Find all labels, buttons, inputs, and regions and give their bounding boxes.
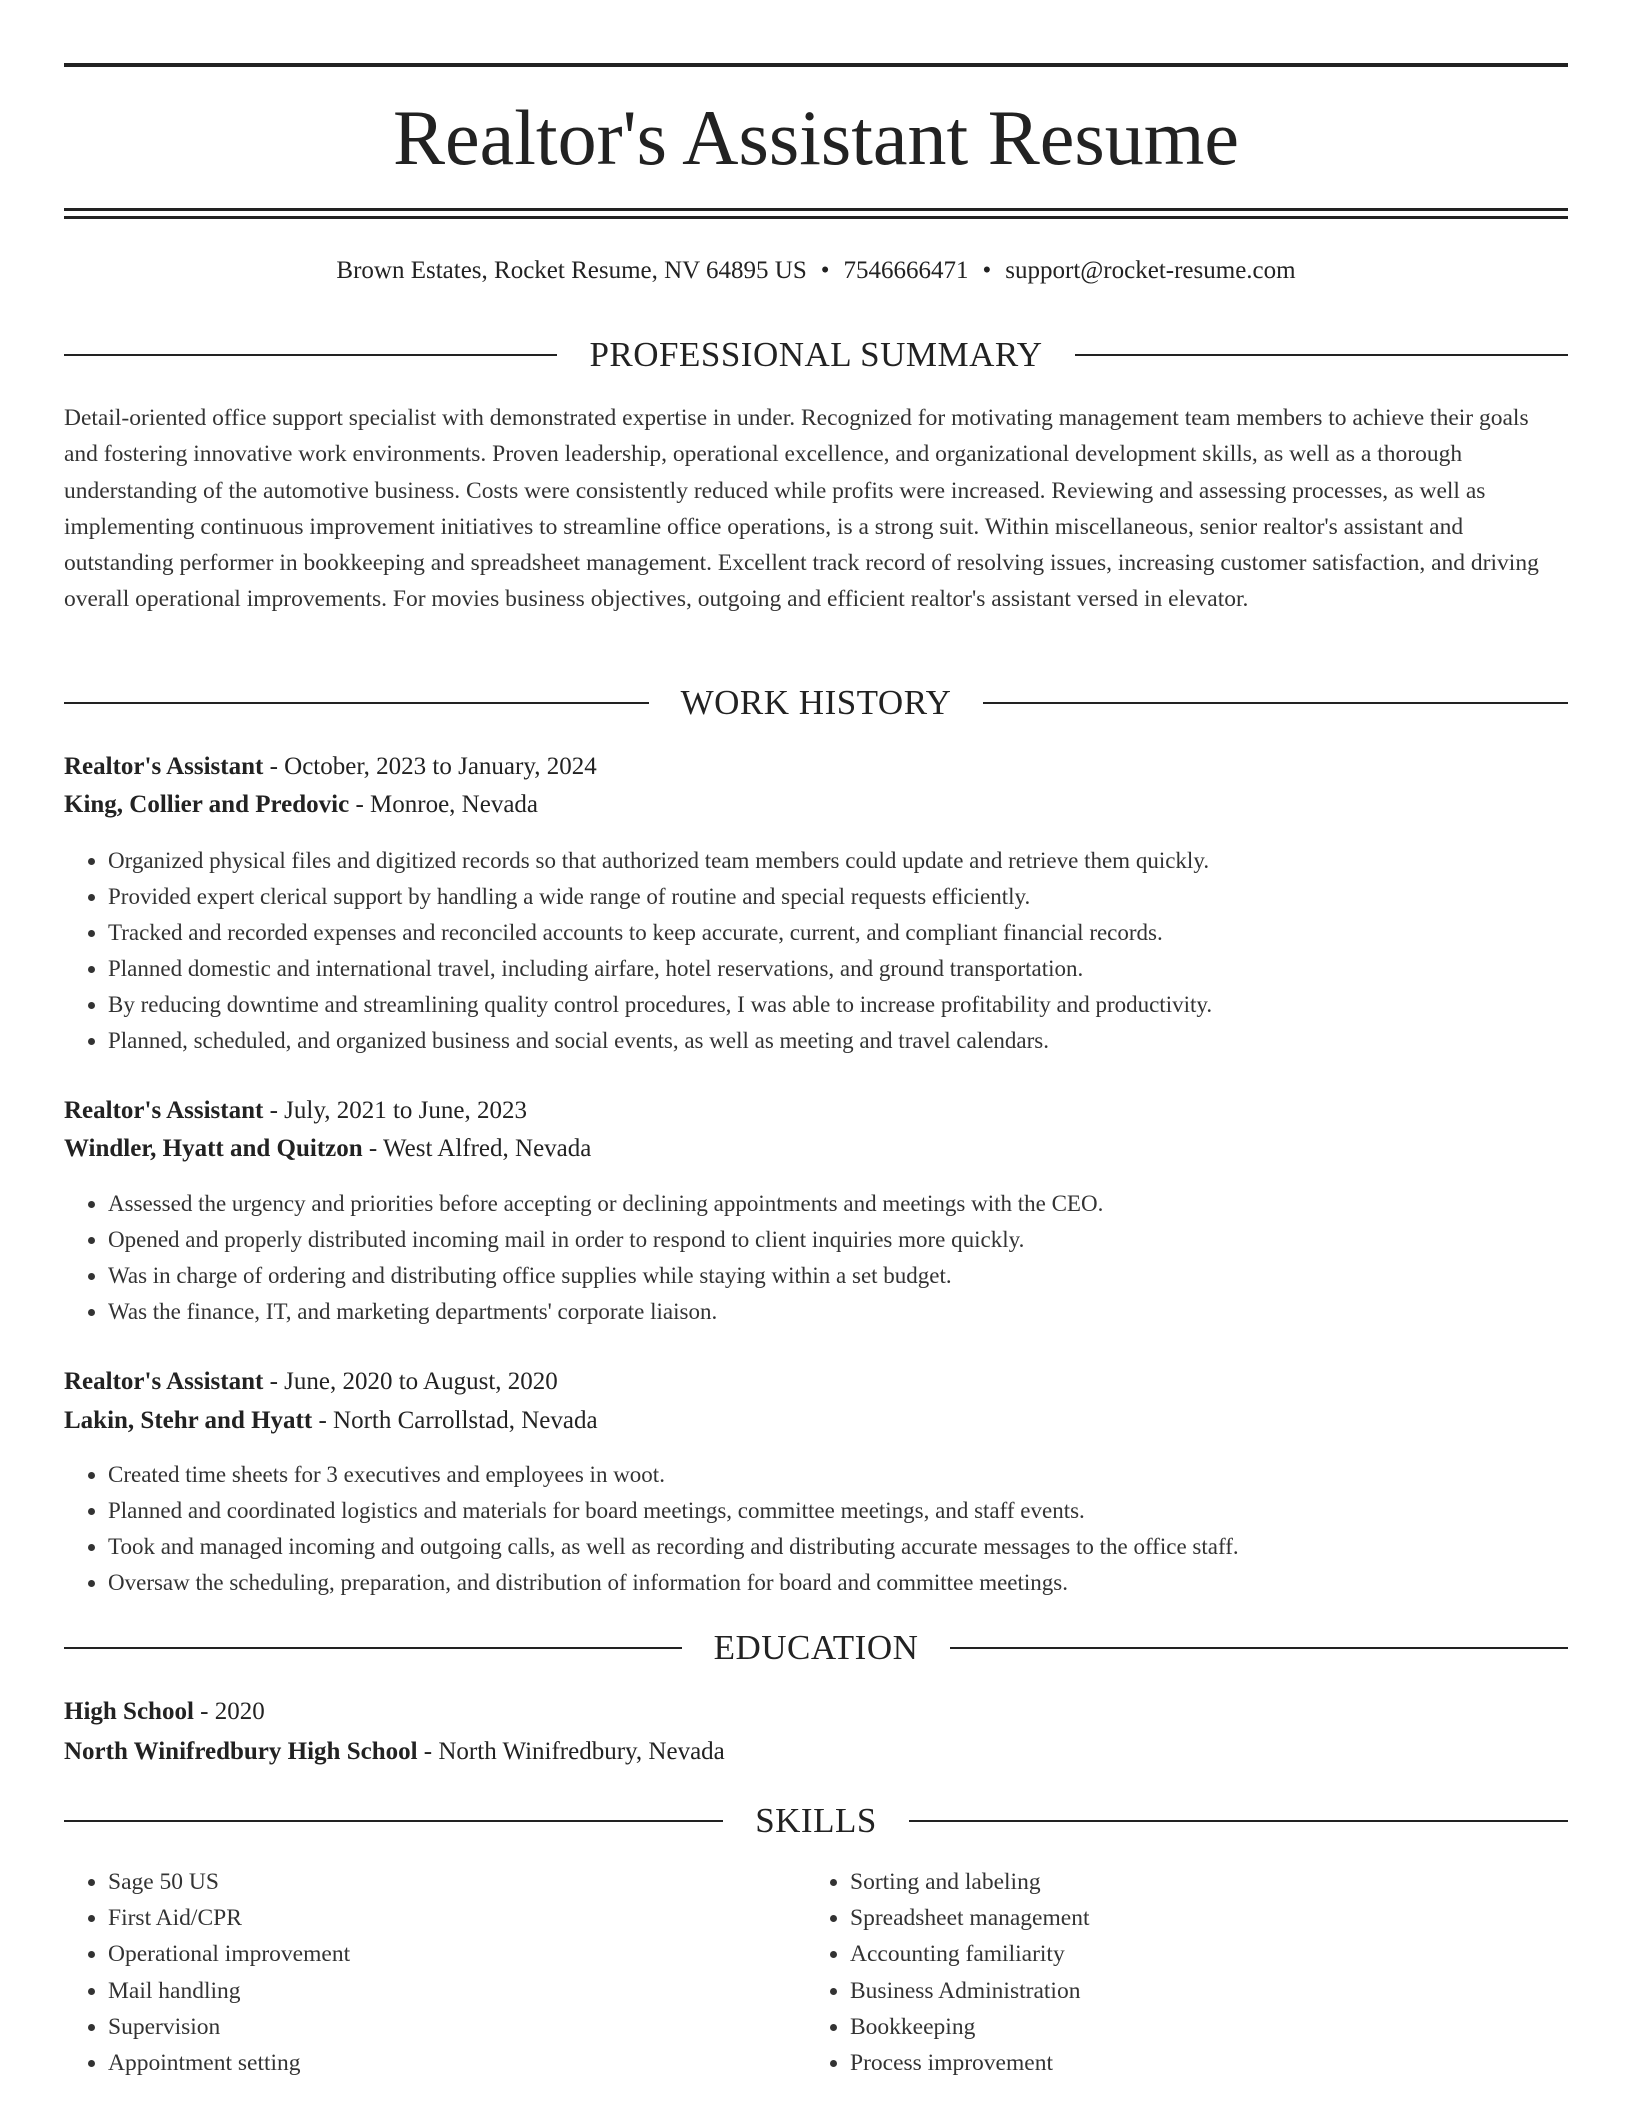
job-title: Realtor's Assistant	[64, 753, 264, 780]
list-item: • Assessed the urgency and priorities before accepting or declining appointments and meetings with the CEO.	[108, 1186, 1612, 1222]
job-location: - North Carrollstad, Nevada	[318, 1407, 598, 1434]
job-bullets	[64, 1457, 1612, 1601]
section-title: SKILLS	[755, 1801, 877, 1840]
title-rule-lower	[64, 216, 1568, 219]
section-header-summary	[64, 333, 1568, 377]
job-dates: - October, 2023 to January, 2024	[269, 753, 597, 780]
education-school: North Winifredbury High School	[64, 1738, 418, 1765]
contact-address: Brown Estates, Rocket Resume, NV 64895 US	[336, 257, 807, 284]
skill-item: • Operational improvement	[108, 1936, 808, 1972]
list-item: • Planned, scheduled, and organized business and social events, as well as meeting and travel calendars.	[108, 1023, 1612, 1059]
skill-item: • Bookkeeping	[850, 2009, 1550, 2045]
education-location: - North Winifredbury, Nevada	[423, 1738, 725, 1765]
divider-line	[64, 702, 649, 704]
contact-phone: 7546666471	[843, 257, 969, 284]
page-title: Realtor's Assistant Resume	[392, 94, 1239, 181]
list-item: • Planned and coordinated logistics and materials for board meetings, committee meetings, and staff events.	[108, 1493, 1612, 1529]
skill-item: • Spreadsheet management	[850, 1900, 1550, 1936]
divider-line	[1075, 354, 1568, 356]
title-rule-upper	[64, 208, 1568, 211]
section-header-skills	[64, 1799, 1568, 1843]
education-degree-line	[64, 1694, 1568, 1730]
divider-line	[983, 702, 1568, 704]
job-dates: - June, 2020 to August, 2020	[269, 1368, 558, 1395]
skill-item: • Mail handling	[108, 1973, 808, 2009]
job-company-line	[64, 787, 1568, 823]
divider-line	[64, 354, 557, 356]
divider-line	[64, 1820, 723, 1822]
divider-line	[64, 1647, 682, 1649]
list-item: • By reducing downtime and streamlining quality control procedures, I was able to increase profitability and productivity.	[108, 987, 1612, 1023]
list-item: • Planned domestic and international travel, including airfare, hotel reservations, and ground transportation.	[108, 951, 1612, 987]
list-item: • Opened and properly distributed incoming mail in order to respond to client inquiries more quickly.	[108, 1222, 1612, 1258]
skill-item: • Sage 50 US	[108, 1864, 808, 1900]
divider-line	[950, 1647, 1568, 1649]
summary-text: Detail-oriented office support specialist with demonstrated expertise in under. Recognized for motivating management team members to achieve their goals and fostering innovative work environments. Proven leadership, operational excellence, and organizational development skills, as well as a thorough understanding of the automotive business. Costs were consistently reduced while profits were increased. Reviewing and assessing processes, as well as implementing continuous improvement initiatives to streamline office operations, is a strong suit. Within miscellaneous, senior realtor's assistant and outstanding performer in bookkeeping and spreadsheet management. Excellent track record of resolving issues, increasing customer satisfaction, and driving overall operational improvements. For movies business objectives, outgoing and efficient realtor's assistant versed in elevator.	[64, 405, 1539, 613]
job-company: Windler, Hyatt and Quitzon	[64, 1135, 363, 1162]
list-item: • Provided expert clerical support by handling a wide range of routine and special requests efficiently.	[108, 879, 1612, 915]
skill-item: • Appointment setting	[108, 2045, 808, 2081]
list-item: • Oversaw the scheduling, preparation, and distribution of information for board and committee meetings.	[108, 1565, 1612, 1601]
job-title: Realtor's Assistant	[64, 1097, 264, 1124]
skills-list-right	[806, 1864, 1550, 2081]
education-year: - 2020	[200, 1698, 265, 1725]
bullet-separator: •	[820, 257, 830, 284]
job-bullets	[64, 843, 1612, 1059]
contact-line	[64, 254, 1568, 288]
job-company: King, Collier and Predovic	[64, 791, 350, 818]
job-location: - Monroe, Nevada	[355, 791, 539, 818]
section-title: PROFESSIONAL SUMMARY	[589, 335, 1043, 374]
skill-item: • First Aid/CPR	[108, 1900, 808, 1936]
job-location: - West Alfred, Nevada	[368, 1135, 592, 1162]
divider-line	[909, 1820, 1568, 1822]
job-company-line	[64, 1131, 1568, 1167]
list-item: • Created time sheets for 3 executives and employees in woot.	[108, 1457, 1612, 1493]
job-company-line	[64, 1403, 1568, 1439]
skill-item: • Supervision	[108, 2009, 808, 2045]
skill-item: • Process improvement	[850, 2045, 1550, 2081]
job-company: Lakin, Stehr and Hyatt	[64, 1407, 313, 1434]
list-item: • Organized physical files and digitized records so that authorized team members could update and retrieve them quickly.	[108, 843, 1612, 879]
job-dates: - July, 2021 to June, 2023	[269, 1097, 527, 1124]
section-header-work-history	[64, 681, 1568, 725]
top-rule	[64, 63, 1568, 67]
section-title: WORK HISTORY	[680, 683, 952, 722]
section-title: EDUCATION	[713, 1628, 919, 1667]
education-degree: High School	[64, 1698, 194, 1725]
list-item: • Tracked and recorded expenses and reconciled accounts to keep accurate, current, and compliant financial records.	[108, 915, 1612, 951]
section-header-education	[64, 1626, 1568, 1670]
list-item: • Was the finance, IT, and marketing departments' corporate liaison.	[108, 1294, 1612, 1330]
skill-item: • Sorting and labeling	[850, 1864, 1550, 1900]
skills-list-left	[64, 1864, 808, 2081]
job-title-line	[64, 1364, 1568, 1400]
list-item: • Was in charge of ordering and distributing office supplies while staying within a set budget.	[108, 1258, 1612, 1294]
job-title-line	[64, 749, 1568, 785]
contact-email: support@rocket-resume.com	[1005, 257, 1296, 284]
education-school-line	[64, 1734, 1568, 1770]
job-title-line	[64, 1093, 1568, 1129]
bullet-separator: •	[982, 257, 992, 284]
job-bullets	[64, 1186, 1612, 1330]
skill-item: • Accounting familiarity	[850, 1936, 1550, 1972]
list-item: • Took and managed incoming and outgoing calls, as well as recording and distributing accurate messages to the office staff.	[108, 1529, 1612, 1565]
job-title: Realtor's Assistant	[64, 1368, 264, 1395]
skill-item: • Business Administration	[850, 1973, 1550, 2009]
